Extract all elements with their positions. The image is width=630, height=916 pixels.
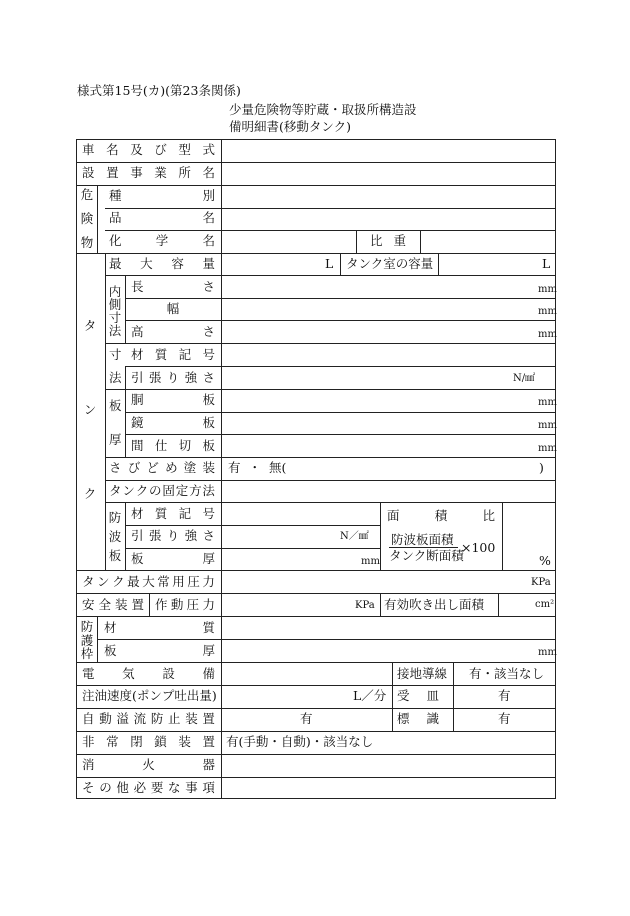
operating-pressure-unit: KPa (355, 600, 375, 611)
tank-section-area-label: タンク断面積 (389, 548, 464, 563)
height-unit: mm (538, 329, 557, 340)
tensile-strength-label: 引 張 り 強 さ (131, 370, 215, 385)
form-title-line2: 備明細書(移動タンク) (229, 119, 352, 134)
tank-room-capacity-unit: L (542, 256, 551, 271)
height-label: 高 さ (131, 324, 215, 339)
electrical-label: 電 気 設 備 (82, 666, 215, 681)
form-title-line1: 少量危険物等貯蔵・取扱所構造設 (229, 102, 417, 117)
specific-gravity-label: 比 重 (370, 233, 406, 248)
safety-device-label: 安 全 装 置 (82, 597, 144, 612)
fire-extinguisher-field[interactable] (222, 755, 555, 777)
rust-paint-close: ) (539, 460, 544, 475)
other-items-label: そ の 他 必 要 な 事 項 (82, 780, 215, 795)
max-pressure-unit: KPa (531, 577, 551, 588)
material-code-label: 材 質 記 号 (131, 347, 215, 362)
baffle-thickness-unit: mm (361, 556, 380, 567)
overflow-value[interactable]: 有 (300, 711, 313, 726)
operating-pressure-label: 作 動 圧 力 (155, 597, 215, 612)
shell-plate-unit: mm (538, 397, 557, 408)
baffle-plate-label: 防 波 板 (108, 510, 122, 563)
length-label: 長 さ (131, 279, 215, 294)
fill-rate-label: 注油速度(ポンプ吐出量) (82, 688, 217, 703)
vehicle-name-label: 車 名 及 び 型 式 (82, 142, 215, 157)
grounding-label: 接地導線 (397, 666, 448, 681)
rust-paint-label: さ び ど め 塗 装 (109, 460, 215, 475)
guard-thickness-label: 板 厚 (104, 643, 215, 658)
sign-value[interactable]: 有 (498, 711, 511, 726)
overflow-prevention-label: 自 動 溢 流 防 止 装 置 (82, 711, 215, 726)
grounding-value[interactable]: 有・該当なし (469, 666, 545, 681)
rust-paint-value[interactable]: 有 ・ 無( (228, 460, 287, 475)
max-pressure-label: タ ン ク 最 大 常 用 圧 力 (82, 574, 215, 589)
baffle-thickness-label: 板 厚 (131, 551, 215, 566)
width-label: 幅 (166, 301, 180, 316)
emergency-shutoff-label: 非 常 閉 鎖 装 置 (82, 734, 215, 749)
dimension-method-label-2: 法 (109, 370, 122, 385)
shell-plate-label: 胴 板 (131, 392, 215, 407)
sign-label: 標 識 (397, 711, 439, 726)
emergency-value[interactable]: 有(手動・自動)・該当なし (226, 734, 374, 749)
max-capacity-unit: L (325, 256, 334, 271)
baffle-area-label: 防波板面積 (391, 532, 454, 547)
vent-area-unit: cm² (535, 599, 555, 610)
plate-label-2: 厚 (109, 432, 122, 447)
length-unit: mm (538, 284, 557, 295)
baffle-material-label: 材 質 記 号 (131, 506, 215, 521)
other-items-field[interactable] (222, 778, 555, 798)
inner-dimensions-label: 内 側 寸 法 (108, 284, 122, 339)
fill-rate-unit: L／分 (353, 688, 387, 703)
end-plate-label: 鏡 板 (131, 415, 215, 430)
tank-room-capacity-label: タンク室の容量 (346, 256, 434, 271)
effective-vent-area-label: 有効吹き出し面積 (384, 597, 485, 612)
tank-fixing-label: タ ン ク の 固 定 方 法 (109, 483, 215, 498)
chemical-name-label: 化 学 名 (109, 233, 215, 248)
form-number: 様式第15号(カ)(第23条関係) (77, 83, 241, 98)
end-plate-unit: mm (538, 420, 557, 431)
partition-plate-label: 間 仕 切 板 (131, 438, 215, 453)
partition-plate-unit: mm (538, 443, 557, 454)
percent-unit: % (539, 553, 551, 568)
kind-label: 種 別 (109, 188, 215, 203)
plate-label-1: 板 (109, 398, 122, 413)
guard-frame-label: 防 護 枠 (80, 619, 94, 661)
receiving-tray-value[interactable]: 有 (498, 688, 511, 703)
baffle-tensile-label: 引 張 り 強 さ (131, 528, 215, 543)
guard-material-label: 材 質 (104, 620, 215, 635)
product-name-label: 品 名 (109, 210, 215, 225)
hazard-group-label: 危 険 物 (80, 187, 94, 250)
width-unit: mm (538, 306, 557, 317)
dimension-method-label-1: 寸 (109, 347, 122, 362)
max-capacity-label: 最 大 容 量 (109, 256, 215, 271)
installation-office-label: 設 置 事 業 所 名 (82, 165, 215, 180)
area-ratio-label: 面 積 比 (387, 508, 495, 523)
tank-group-label: タ ン ク (83, 318, 97, 501)
tensile-strength-unit: N/㎟ (513, 373, 536, 384)
receiving-tray-label: 受 皿 (397, 688, 439, 703)
guard-thickness-unit: mm (538, 647, 557, 658)
times-100: ×100 (461, 540, 496, 555)
fire-extinguisher-label: 消 火 器 (82, 757, 215, 772)
baffle-tensile-unit: N／㎟ (340, 531, 369, 542)
